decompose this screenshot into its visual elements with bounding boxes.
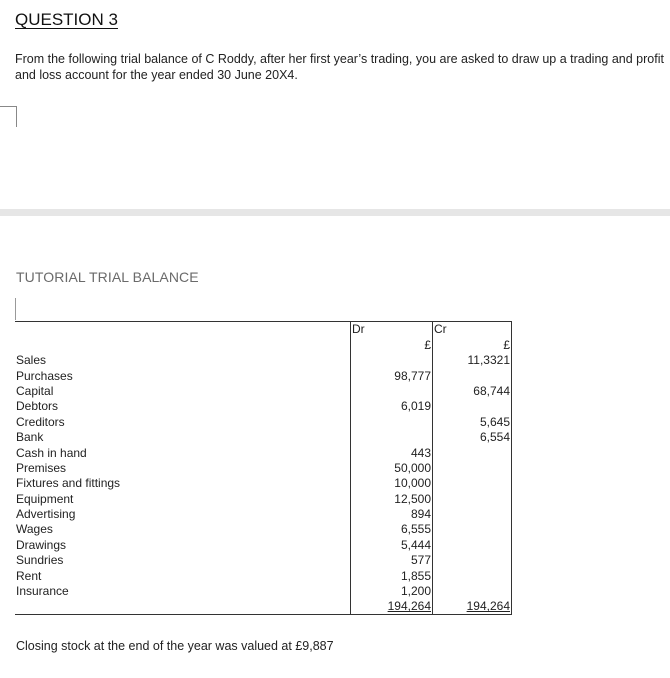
account-name: Creditors — [16, 414, 65, 429]
debit-amount: 10,000 — [351, 476, 433, 491]
debit-amount — [351, 414, 433, 429]
table-header-row — [15, 322, 512, 338]
question-text: From the following trial balance of C Roddy, after her first year’s trading, you are asked to draw up a trading and profit and loss account for the year ended 30 June 20X4. — [15, 52, 664, 82]
section-divider — [0, 209, 670, 216]
account-name: Rent — [16, 568, 42, 583]
credit-total-value: 194,264 — [466, 599, 510, 614]
dr-header: Dr — [351, 322, 433, 338]
account-name: Advertising — [16, 507, 76, 522]
question-title: QUESTION 3 — [15, 10, 118, 29]
table-row — [15, 353, 512, 368]
debit-amount: 443 — [351, 445, 433, 460]
credit-amount: 5,645 — [433, 414, 512, 429]
dr-currency: £ — [351, 337, 433, 352]
credit-amount: 68,744 — [433, 384, 512, 399]
account-name: Premises — [16, 460, 67, 475]
vertical-rule — [15, 298, 16, 320]
table-row — [15, 461, 512, 476]
table-row — [15, 430, 512, 445]
debit-amount: 577 — [351, 553, 433, 568]
section-title: TUTORIAL TRIAL BALANCE — [16, 269, 199, 285]
table-row — [15, 384, 512, 399]
account-name: Debtors — [16, 399, 59, 414]
table-row — [15, 445, 512, 460]
table-row — [15, 476, 512, 491]
debit-amount: 50,000 — [351, 461, 433, 476]
account-name: Drawings — [16, 537, 67, 552]
trial-balance-table — [15, 321, 512, 615]
credit-total — [433, 599, 512, 615]
account-name: Sales — [16, 353, 47, 368]
table-row — [15, 399, 512, 414]
credit-amount — [433, 568, 512, 583]
account-name: Sundries — [16, 553, 64, 568]
closing-stock-note: Closing stock at the end of the year was valued at £9,887 — [16, 639, 334, 653]
table-row — [15, 507, 512, 522]
table-row — [15, 522, 512, 537]
debit-amount: 98,777 — [351, 368, 433, 383]
totals-row — [15, 599, 512, 615]
credit-amount — [433, 537, 512, 552]
credit-amount — [433, 368, 512, 383]
credit-amount — [433, 461, 512, 476]
credit-amount: 6,554 — [433, 430, 512, 445]
cr-currency: £ — [433, 337, 512, 352]
corner-bracket — [0, 106, 17, 127]
debit-amount: 12,500 — [351, 491, 433, 506]
debit-total-value: 194,264 — [387, 599, 431, 614]
credit-amount — [433, 522, 512, 537]
currency-row — [15, 337, 512, 352]
account-name: Fixtures and fittings — [16, 476, 121, 491]
credit-amount — [433, 399, 512, 414]
table-row — [15, 491, 512, 506]
debit-amount — [351, 384, 433, 399]
account-name: Equipment — [16, 491, 74, 506]
debit-amount: 1,200 — [351, 584, 433, 599]
credit-amount — [433, 553, 512, 568]
table-row — [15, 368, 512, 383]
table-row — [15, 537, 512, 552]
account-name: Purchases — [16, 368, 73, 383]
debit-amount: 1,855 — [351, 568, 433, 583]
debit-amount: 6,555 — [351, 522, 433, 537]
debit-total — [351, 599, 433, 615]
credit-amount — [433, 445, 512, 460]
table-row — [15, 553, 512, 568]
credit-amount — [433, 491, 512, 506]
debit-amount: 894 — [351, 507, 433, 522]
account-name: Bank — [16, 430, 44, 445]
table-row — [15, 414, 512, 429]
account-name: Cash in hand — [16, 445, 87, 460]
credit-amount — [433, 476, 512, 491]
debit-amount — [351, 430, 433, 445]
table-row — [15, 584, 512, 599]
credit-amount: 11,3321 — [433, 353, 512, 368]
cr-header: Cr — [433, 322, 512, 338]
debit-amount: 6,019 — [351, 399, 433, 414]
debit-amount — [351, 353, 433, 368]
account-name: Wages — [16, 522, 53, 537]
account-name: Insurance — [16, 584, 69, 599]
credit-amount — [433, 507, 512, 522]
credit-amount — [433, 584, 512, 599]
debit-amount: 5,444 — [351, 537, 433, 552]
table-row — [15, 568, 512, 583]
account-name: Capital — [16, 383, 54, 398]
